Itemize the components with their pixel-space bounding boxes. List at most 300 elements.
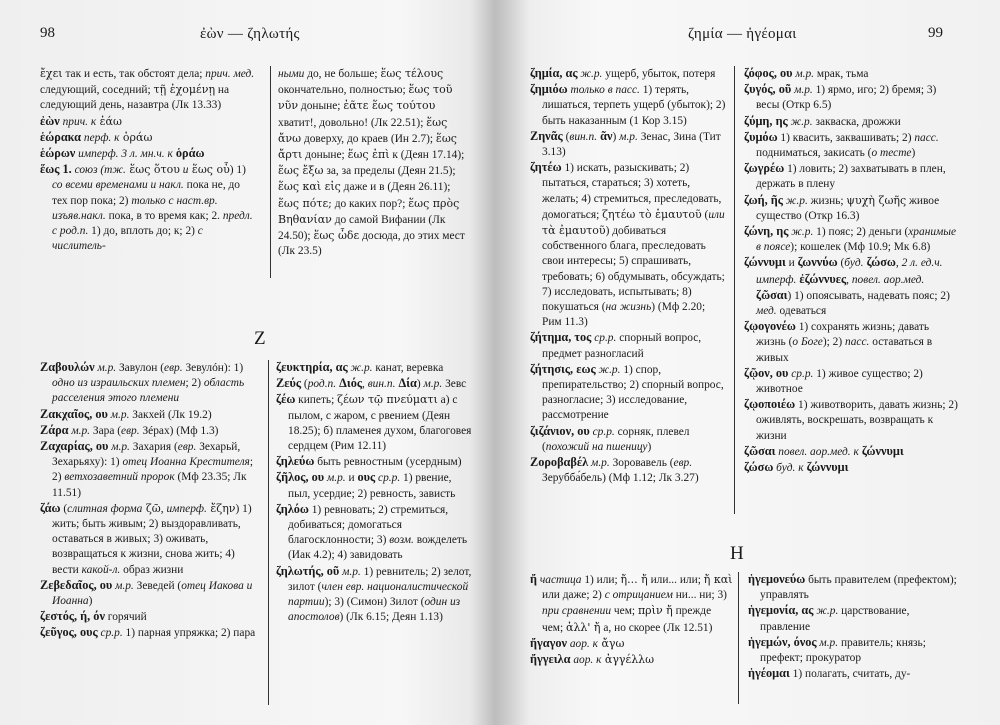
definition-text: 1) до, вплоть до; к; 2) xyxy=(88,225,198,238)
headword: ἑώρακα xyxy=(40,129,82,144)
grammar-note: при сравнении xyxy=(542,605,612,618)
grammar-note: частица xyxy=(536,574,582,586)
headword: ζευκτηρία, ας xyxy=(276,360,348,374)
definition-text: Зара ( xyxy=(90,424,122,437)
grammar-note: аор. к xyxy=(570,654,602,667)
definition-text: 1) искать, разыскивать; 2) пытаться, стараться; 3) хотеть, желать; 4) стремиться, преследовать, домогаться; xyxy=(542,162,722,221)
page-number: 98 xyxy=(40,25,55,41)
definition-text: ) 1) xyxy=(229,164,246,177)
grammar-note: ср.р. xyxy=(375,472,401,485)
greek-phrase: ἀγγέλλω xyxy=(601,653,655,667)
headword: ζυγός, οῦ xyxy=(744,82,792,97)
definition-text: ( xyxy=(60,502,68,515)
grammar-note: или xyxy=(708,208,725,221)
definition-text: Зенас, Зина (Тит 3.13) xyxy=(542,130,721,159)
dictionary-entry xyxy=(530,572,734,636)
dictionary-entry xyxy=(276,502,476,564)
headword: Ζοροβαβέλ xyxy=(530,455,589,470)
grammar-note: мед. xyxy=(756,305,777,318)
grammar-note: ж.р. xyxy=(813,605,839,618)
definition-text: ); кошелек (Мф 10.9; Мк 6.8) xyxy=(790,241,931,254)
grammar-note: только в пасс. xyxy=(567,84,640,97)
definition-text: 1) спор, препирательство; 2) спорный вопрос, разногласие; 3) исследование, рассмотрение xyxy=(542,363,724,422)
grammar-note: прич. к xyxy=(62,115,97,128)
definition-text: доныне; xyxy=(302,149,348,162)
headword: ὁράω xyxy=(172,146,205,161)
headword: ζώσω xyxy=(863,255,896,270)
definition-text: на следующий день, назавтра (Лк 13.33) xyxy=(40,84,230,112)
dictionary-entry xyxy=(530,129,726,160)
dictionary-entry xyxy=(744,224,958,255)
headword: ζηλωτής, οῦ xyxy=(276,563,340,578)
greek-phrase: ἀλλ' ἤ xyxy=(566,620,601,634)
headword: ἤ xyxy=(530,572,537,586)
definition-text: и xyxy=(345,472,358,485)
definition-text: до, не больше; xyxy=(304,68,381,80)
dictionary-entry xyxy=(40,114,258,130)
definition-text: 1) терять, лишаться, терпеть ущерб (убыток); 2) быть наказанным (1 Кор 3.15) xyxy=(542,84,726,127)
definition-text: жизнь; xyxy=(807,194,847,207)
definition-text: образ жизни xyxy=(120,563,184,576)
grammar-note: ветхозаветний пророк xyxy=(64,471,175,484)
headword: ζήτησις, εως xyxy=(530,361,596,376)
definition-text: подниматься, закисать ( xyxy=(756,147,872,160)
definition-text: ) 1) жить; быть живым; 2) выздоравливать, оставаться в живых; 3) оживать, возвращаться к жизни, снова жить; 4) вести xyxy=(52,502,252,576)
headword: ζώννυμι xyxy=(744,255,786,270)
headword: ζάω xyxy=(40,500,61,515)
grammar-note: пасс. xyxy=(845,336,870,349)
definition-text: пока, в то время как; 2. xyxy=(105,209,223,222)
headword: ἡγεμών, όνος xyxy=(748,634,817,649)
headword: ζόφος, ου xyxy=(744,66,793,80)
definition-text: 1) сохранять жизнь; давать жизнь ( xyxy=(756,321,930,349)
greek-phrase: ἕως ὧδε xyxy=(313,229,360,243)
grammar-note: буд. xyxy=(844,257,864,270)
headword: ζωή, ῆς xyxy=(744,192,783,207)
definition-text: до каких пор?; xyxy=(331,197,409,210)
greek-phrase: ἕως ἄρτι xyxy=(278,131,457,162)
dictionary-entry xyxy=(276,360,476,376)
dictionary-entry xyxy=(530,455,726,486)
headword: Ζάρα xyxy=(40,422,69,437)
headword: ζέω xyxy=(276,392,296,407)
headword: ζωγρέω xyxy=(744,161,785,176)
grammar-note: м.р. xyxy=(108,441,130,454)
headword: ζῶσαι xyxy=(744,443,776,458)
definition-text: одеваться xyxy=(776,305,827,318)
definition-text: ); 2) xyxy=(822,336,846,349)
dictionary-entry xyxy=(744,130,958,161)
definition-text: 1) пояс; 2) деньги ( xyxy=(813,226,909,239)
headword: ους xyxy=(357,470,376,485)
dictionary-entry xyxy=(530,652,734,668)
definition-text: оставаться в живых xyxy=(756,336,933,364)
dictionary-entry xyxy=(530,362,726,424)
headword: ζηλόω xyxy=(276,501,309,516)
column-divider xyxy=(734,66,735,514)
dictionary-entry xyxy=(744,397,958,444)
dictionary-entry xyxy=(748,603,960,634)
grammar-note: один из апостолов xyxy=(288,596,461,624)
headword: ζῳογονέω xyxy=(744,319,796,334)
grammar-note: ж.р. xyxy=(595,363,621,376)
grammar-note: только с наст.вр. изъяв.накл. xyxy=(52,194,218,222)
headword: ζώσω xyxy=(744,460,774,475)
grammar-note: вин.п. xyxy=(367,378,396,391)
definition-text: доныне; xyxy=(298,100,344,113)
dictionary-entry xyxy=(276,470,476,501)
grammar-note: м.р. xyxy=(619,130,638,143)
headword: ζώνη, ης xyxy=(744,224,789,239)
headword: ζώννυμι xyxy=(803,460,849,475)
definition-text: Зерубба́бель) (Мф 1.12; Лк 3.27) xyxy=(542,472,699,485)
section-letter: H xyxy=(730,543,744,564)
definition-text: а, но скорее (Лк 12.51) xyxy=(600,621,713,634)
column-divider xyxy=(738,572,739,704)
dictionary-entry xyxy=(530,66,726,82)
greek-phrase: ὁράω xyxy=(119,130,153,144)
grammar-note: с отрицанием xyxy=(604,589,673,602)
definition-text: ); 3) (Симон) Зилот ( xyxy=(324,596,425,609)
dictionary-entry xyxy=(276,392,476,454)
headword: ζημιόω xyxy=(530,82,568,97)
grammar-note: отец Иакова и Иоанна xyxy=(52,579,253,608)
definition-text: , xyxy=(362,378,368,391)
definition-text: ) 1) опоясывать, надевать пояс; 2) xyxy=(787,289,950,302)
definition-text: ) xyxy=(88,595,93,608)
definition-text: пока не, до тех пор пока; 2) xyxy=(52,179,241,207)
grammar-note: м.р. xyxy=(68,424,91,437)
headword: ζητέω xyxy=(530,160,562,175)
entry-continuation xyxy=(278,66,470,259)
greek-phrase: ἕως πότε; xyxy=(278,196,332,210)
grammar-note: м.р. xyxy=(94,362,117,374)
headword: ἤγγειλα xyxy=(530,652,571,667)
headword: ζηλεύω xyxy=(276,454,315,469)
grammar-note: повел. аор.мед. к xyxy=(775,445,859,458)
definition-text: хватит!, довольно! (Лк 22.51); xyxy=(278,116,427,129)
dictionary-entry xyxy=(276,564,476,626)
definition-text: вожделеть (Иак 4.2); 4) завидовать xyxy=(288,534,468,562)
headword: Ζεβεδαῖος, ου xyxy=(40,577,113,592)
grammar-note: евр. xyxy=(673,457,693,470)
headword: ζιζάνιον, ου xyxy=(530,423,590,438)
running-head: ἐὼν — ζηλωτής xyxy=(200,26,300,42)
dictionary-entry xyxy=(744,319,958,366)
greek-phrase: ἕως ἐπὶ xyxy=(347,148,390,162)
definition-text: , xyxy=(846,273,852,286)
definition-text: 1) ревнитель; 2) зелот, зилот ( xyxy=(288,565,472,593)
left-page xyxy=(0,0,492,725)
grammar-note: м.р. xyxy=(816,636,839,649)
definition-text: за, за пределы (Деян 21.5); xyxy=(323,165,456,178)
dictionary-entry xyxy=(40,146,258,162)
definition-text: чем; xyxy=(611,605,638,618)
dictionary-entry xyxy=(40,625,262,641)
headword: ᾶν xyxy=(597,128,613,143)
dictionary-entry xyxy=(744,444,958,460)
headword: ἤγαγον xyxy=(530,635,567,650)
dictionary-entry xyxy=(40,439,262,501)
greek-phrase: ἕως τοῦ νῦν xyxy=(278,83,453,113)
definition-text: Зéрах) (Мф 1.3) xyxy=(139,424,219,437)
dictionary-entry xyxy=(530,160,726,330)
grammar-note: повел. аор.мед. xyxy=(851,273,925,286)
definition-text: Зоровавель ( xyxy=(609,457,674,470)
grammar-note: буд. к xyxy=(773,462,804,475)
definition-text: сорняк, плевел ( xyxy=(542,425,690,453)
definition-text: горячий xyxy=(104,611,147,624)
greek-phrase: τὰ ἐμαυτοῦ xyxy=(542,224,606,238)
grammar-note: ср.р. xyxy=(591,332,617,345)
headword: Ζηνᾶς xyxy=(530,128,563,143)
left-col1-top xyxy=(40,66,258,254)
column-divider xyxy=(270,66,271,278)
definition-text: а) с пылом, с жаром, с рвением (Деян 18.25); б) пламенея духом, благоговея сердцем (Рим 12.11) xyxy=(288,394,472,453)
definition-text: закваска, дрожжи xyxy=(812,115,901,128)
dictionary-entry xyxy=(40,360,262,407)
headword: ζῆλος, ου xyxy=(276,470,325,485)
headword: Διός xyxy=(336,376,363,391)
greek-phrase: ἕως ἔξω xyxy=(278,164,324,178)
grammar-note: член евр. националистической партии xyxy=(288,580,469,609)
definition-text: ) (Лк 6.15; Деян 1.13) xyxy=(339,611,443,624)
headword: ζήτημα, τος xyxy=(530,330,592,345)
greek-phrase: ἐάω xyxy=(96,114,122,128)
dictionary-entry xyxy=(40,423,262,439)
definition-text: быть ревностным (усердным) xyxy=(314,456,462,469)
grammar-note: м.р. xyxy=(107,408,130,421)
greek-phrase: ἄγω xyxy=(597,636,625,650)
definition-text: Зевулóн): 1) xyxy=(182,362,244,374)
grammar-note: возм. xyxy=(389,534,414,547)
grammar-note: прич. мед. xyxy=(205,68,255,80)
definition-text: ) xyxy=(612,130,620,143)
grammar-note: одно из израильских племен xyxy=(52,377,186,390)
definition-text: до самой Вифании (Лк 24.50); xyxy=(278,213,446,243)
definition-text: 1) парная упряжка; 2) пара xyxy=(122,627,256,640)
grammar-note: ж.р. xyxy=(788,226,814,239)
definition-text: ( xyxy=(701,208,709,221)
definition-text: ( xyxy=(837,257,845,270)
grammar-note: ср.р. xyxy=(97,627,123,640)
dictionary-entry xyxy=(748,666,960,682)
greek-phrase: ἕως πρὸς Βηθανίαν xyxy=(278,196,460,226)
greek-phrase: ζητέω τὸ ἑμαυτοῦ xyxy=(602,207,702,221)
grammar-note: перф. к xyxy=(81,131,120,144)
headword: ἐὼν xyxy=(40,113,60,128)
definition-text: Зеведей ( xyxy=(133,579,182,592)
grammar-note: союз (тж. xyxy=(71,164,126,177)
grammar-note: с числитель- xyxy=(52,225,203,253)
greek-phrase: ἕως οὗ xyxy=(188,163,230,177)
dictionary-entry xyxy=(748,635,960,666)
headword: ἐζώννυες xyxy=(796,271,847,286)
dictionary-entry xyxy=(744,255,958,319)
grammar-note: м.р. xyxy=(791,84,813,97)
dictionary-entry xyxy=(276,376,476,392)
headword: Ζαβουλών xyxy=(40,360,95,374)
right-col2-top xyxy=(744,66,958,476)
grammar-note: м.р. xyxy=(588,457,610,470)
grammar-note: ж.р. xyxy=(782,194,808,207)
dictionary-entry xyxy=(40,162,258,254)
headword: ἑώρων xyxy=(40,146,76,161)
headword: ζῷον, ου xyxy=(744,365,789,380)
section-letter: Z xyxy=(254,328,266,349)
grammar-note: 2 л. ед.ч. имперф. xyxy=(756,257,943,286)
headword: ἡγεμονεύω xyxy=(748,572,806,586)
greek-phrase: ἕως ἄνω xyxy=(278,115,448,145)
grammar-note: со всеми временами и накл. xyxy=(52,179,184,192)
grammar-note: м.р. xyxy=(339,565,361,578)
dictionary-entry xyxy=(744,460,958,476)
grammar-note: евр. xyxy=(164,362,183,374)
definition-text: ни... ни; 3) xyxy=(672,589,727,602)
dictionary-entry xyxy=(748,572,960,603)
headword: Δία xyxy=(395,376,417,391)
headword: ἕως 1. xyxy=(40,162,72,177)
dictionary-entry xyxy=(744,366,958,397)
right-page xyxy=(508,0,1000,725)
greek-phrase: ἐᾶτε ἕως τούτου xyxy=(343,99,436,113)
greek-phrase: ἔζην xyxy=(206,501,236,515)
grammar-note: евр. xyxy=(121,424,140,437)
grammar-note: и xyxy=(179,164,189,177)
dictionary-entry xyxy=(744,114,958,130)
definition-text: Закхей (Лк 19.2) xyxy=(129,408,212,421)
definition-text: так и есть, так обстоят дела; xyxy=(62,68,206,80)
grammar-note: о тесте xyxy=(871,147,912,160)
dictionary-entry xyxy=(40,578,262,609)
definition-text: и xyxy=(785,257,798,270)
dictionary-entry xyxy=(530,636,734,652)
definition-text: (Мф 23.35; Лк 11.51) xyxy=(52,471,247,499)
grammar-note: ср.р. xyxy=(589,425,615,438)
definition-text: ( xyxy=(562,130,570,143)
left-col2-top xyxy=(278,66,470,259)
dictionary-entry xyxy=(40,501,262,578)
definition-text: к (Деян 17.14); xyxy=(389,149,465,162)
greek-phrase: ἕως τέλους xyxy=(380,67,444,80)
right-col2-bottom xyxy=(748,572,960,682)
grammar-note: похожий на пшеницу xyxy=(545,440,648,453)
headword: ζημία, ας xyxy=(530,66,578,80)
definition-text: ( xyxy=(301,378,308,391)
dictionary-entry xyxy=(40,609,262,625)
definition-text: живое существо (Откр 16.3) xyxy=(756,194,940,222)
dictionary-entry xyxy=(744,66,958,82)
definition-text: ) xyxy=(911,147,916,160)
greek-phrase: ἤ καὶ xyxy=(703,573,733,586)
definition-text: мрак, тьма xyxy=(814,68,869,80)
right-col1-bottom xyxy=(530,572,734,668)
page-number: 99 xyxy=(928,25,943,41)
definition-text: 1) полагать, считать, ду- xyxy=(789,668,911,681)
grammar-note: ными xyxy=(278,68,305,80)
headword: ζώννυμι xyxy=(858,443,904,458)
grammar-note: евр. xyxy=(177,441,197,454)
greek-phrase: ζέων τῷ πνεύματι xyxy=(337,393,438,407)
headword: ζῳοποιέω xyxy=(744,397,796,412)
greek-phrase: ἤ... ἤ xyxy=(620,573,648,586)
headword: ζεῦγος, ους xyxy=(40,625,98,640)
definition-text: ) xyxy=(647,440,652,453)
definition-text: царствование, правление xyxy=(760,605,910,633)
definition-text: правитель; князь; префект; прокуратор xyxy=(760,636,926,665)
grammar-note: пасс. xyxy=(914,131,939,144)
running-head: ζημία — ἡγέομαι xyxy=(688,26,797,42)
headword: Ζαχαρίας, ου xyxy=(40,439,109,454)
definition-text: спорный вопрос, предмет разногласий xyxy=(542,332,702,360)
grammar-note: м.р. xyxy=(792,68,815,80)
headword: Ζεύς xyxy=(276,376,302,391)
dictionary-entry xyxy=(744,193,958,224)
dictionary-entry xyxy=(744,161,958,192)
headword: ἡγεμονία, ας xyxy=(748,603,814,618)
grammar-note: область расселения этого племени xyxy=(52,377,245,405)
grammar-note: аор. к xyxy=(567,637,598,650)
dictionary-entry xyxy=(530,82,726,129)
definition-text: Зевс xyxy=(442,378,467,391)
definition-text: 1) ярмо, иго; 2) бремя; 3) весы (Откр 6.5) xyxy=(756,84,937,112)
grammar-note: род.п. xyxy=(307,378,337,391)
headword: ζυμόω xyxy=(744,129,778,144)
dictionary-entry xyxy=(744,82,958,113)
grammar-note: вин.п. xyxy=(569,130,598,143)
grammar-note: ж.р. xyxy=(787,115,813,128)
definition-text: ) добиваться собственного блага, преследовать свои интересы; 5) спрашивать, требовать; 6) обдумывать, обсуждать; 7) исследовать, испытывать; 8) покушаться ( xyxy=(542,225,725,314)
definition-text: , xyxy=(160,502,167,515)
grammar-note: на жизнь xyxy=(605,301,652,314)
definition-text: ; 2) xyxy=(52,456,254,484)
definition-text: Зехарьй, Зехарьяху): 1) xyxy=(52,441,241,469)
grammar-note: хранимые в поясе xyxy=(756,226,957,254)
greek-phrase: τῇ ἐχομένῃ xyxy=(153,83,216,97)
column-divider xyxy=(268,360,269,705)
dictionary-entry xyxy=(530,330,726,361)
greek-phrase: πρὶν ἤ xyxy=(637,604,673,618)
grammar-note: м.р. xyxy=(324,472,346,485)
grammar-note: м.р. xyxy=(423,378,443,391)
headword: ζύμη, ης xyxy=(744,113,788,128)
left-col2-bottom xyxy=(276,360,476,625)
definition-text: даже и в (Деян 26.11); xyxy=(340,181,451,194)
grammar-note: ср.р. xyxy=(788,367,814,380)
definition-text: , xyxy=(895,257,902,270)
dictionary-entry xyxy=(40,130,258,146)
definition-text: канат, веревка xyxy=(372,362,444,374)
grammar-note: какой-л. xyxy=(81,563,121,576)
definition-text: 1) рвение, пыл, усердие; 2) ревность, зависть xyxy=(288,472,456,500)
greek-phrase: ψυχὴ ζωῆς xyxy=(846,193,907,207)
definition-text: 1) или; xyxy=(581,574,621,586)
definition-text: ; 2) xyxy=(185,377,204,390)
definition-text: 1) квасить, заквашивать; 2) xyxy=(777,131,915,144)
definition-text: 1) ловить; 2) захватывать в плен, держать в плену xyxy=(756,163,946,191)
definition-text: 1) живое существо; 2) животное xyxy=(756,367,923,396)
grammar-note: о Боге xyxy=(792,336,823,349)
left-col1-bottom xyxy=(40,360,262,642)
grammar-note: ж.р. xyxy=(347,362,373,374)
definition-text: или даже; 2) xyxy=(542,589,605,602)
entry-continuation xyxy=(40,66,258,114)
definition-text: ) xyxy=(416,378,424,391)
definition-text: прежде чем; xyxy=(542,605,712,634)
headword: ζεστός, ή, όν xyxy=(40,609,105,624)
headword: ἡγέομαι xyxy=(748,666,790,681)
definition-text: следующий, соседний; xyxy=(40,84,154,97)
